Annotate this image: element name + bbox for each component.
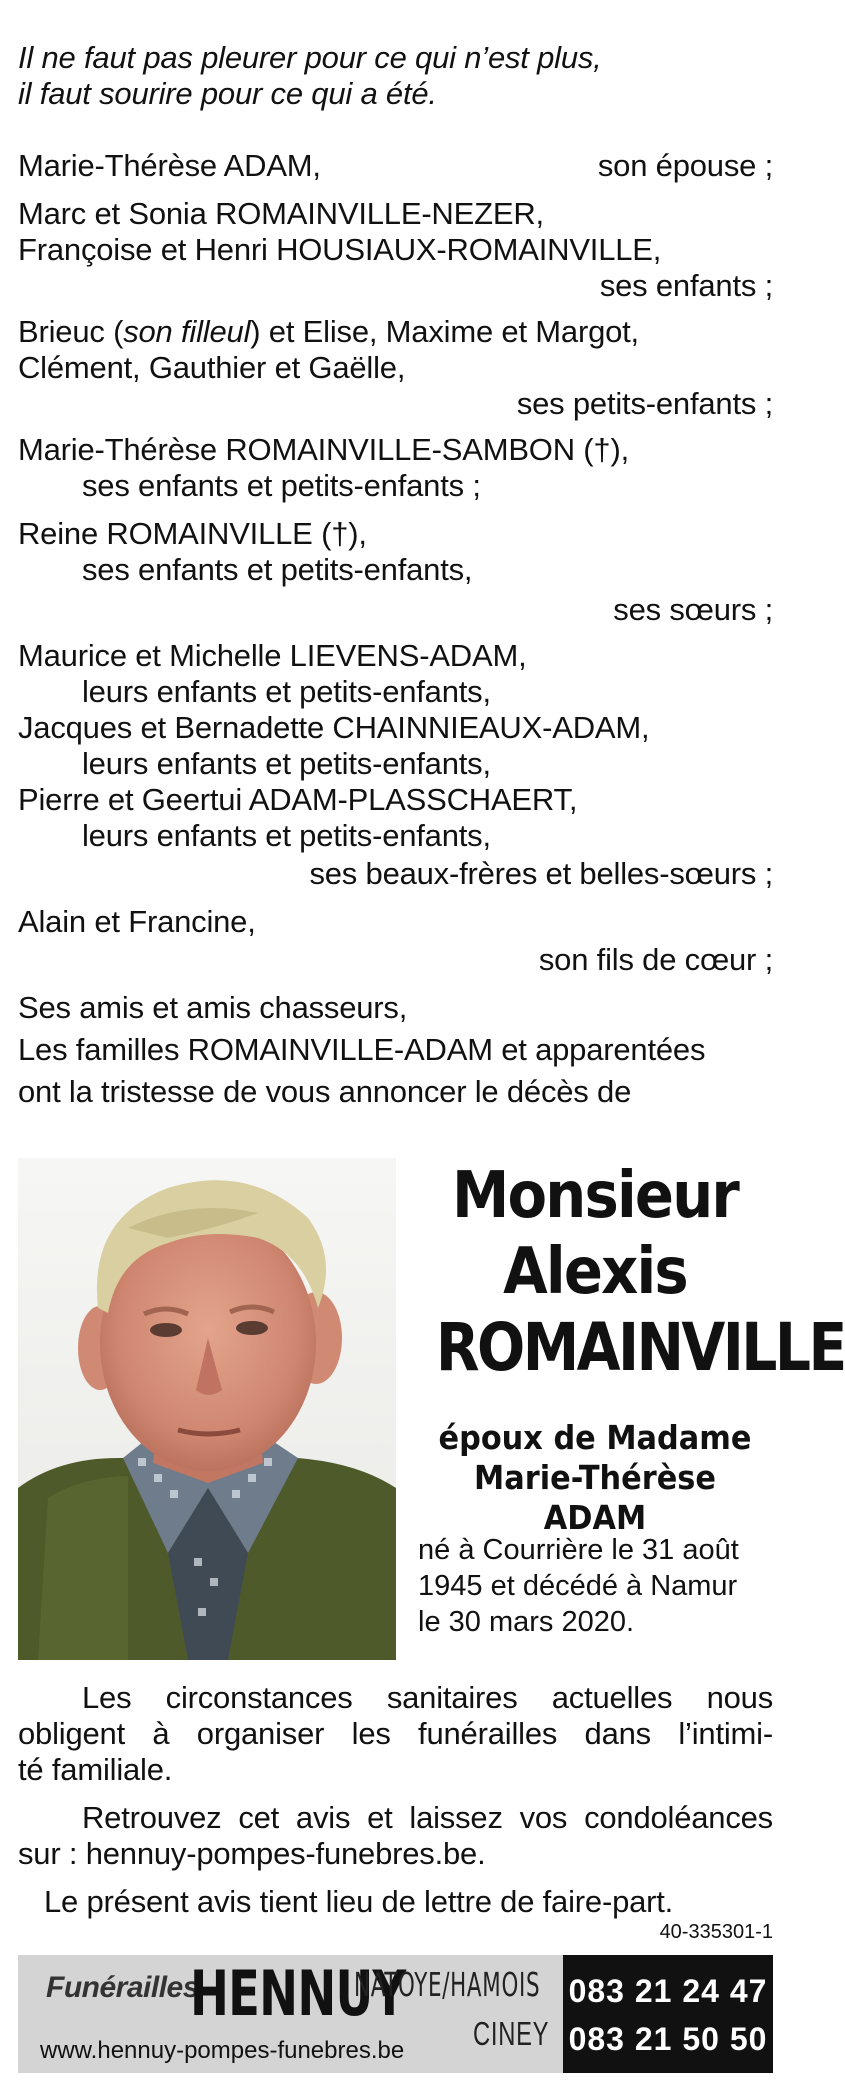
sister-2: Reine ROMAINVILLE (†), (18, 516, 367, 551)
locations-line-2: CINEY (473, 2015, 550, 2052)
sister-1-sub: ses enfants et petits-enfants ; (82, 468, 481, 503)
phone-1[interactable]: 083 21 24 47 (568, 1973, 768, 2009)
deceased-title: Monsieur (451, 1159, 739, 1233)
spouse-line-1: époux de Madame (438, 1418, 752, 1457)
grandchildren-text-c: ) et Elise, Maxime et Margot, (250, 314, 639, 349)
quote-line-2: il faut sourire pour ce qui a été. (18, 76, 437, 111)
inlaw-role: ses beaux-frères et belles-sœurs ; (309, 856, 773, 891)
funeral-home-banner (18, 1955, 773, 2073)
website-link[interactable]: www.hennuy-pompes-funebres.be (40, 2037, 405, 2064)
notice-p2-line-1: Retrouvez cet avis et laissez vos condoléances (82, 1800, 773, 1835)
grandchildren-role: ses petits-enfants ; (516, 386, 773, 421)
notice-p3: Le présent avis tient lieu de lettre de faire-part. (44, 1884, 674, 1919)
children-line-1: Marc et Sonia ROMAINVILLE-NEZER, (18, 196, 544, 231)
inlaw-2-sub: leurs enfants et petits-enfants, (82, 746, 491, 781)
children-line-2: Françoise et Henri HOUSIAUX-ROMAINVILLE, (18, 232, 662, 267)
grandchildren-line-2: Clément, Gauthier et Gaëlle, (18, 350, 406, 385)
notice-p1-line-1: Les circonstances sanitaires actuelles nous (82, 1680, 773, 1715)
sister-1: Marie-Thérèse ROMAINVILLE-SAMBON (†), (18, 432, 630, 467)
godson-note: son filleul (123, 314, 251, 349)
locations-line-1: NATOYE/HAMOIS (354, 1965, 541, 2004)
reference-number: 40-335301-1 (659, 1921, 773, 1943)
banner-phones (563, 1955, 773, 2073)
families-line: Les familles ROMAINVILLE-ADAM et apparentées (18, 1032, 706, 1067)
grandchildren-text-a: Brieuc ( (18, 314, 124, 349)
funerailles-label: Funérailles (46, 1971, 199, 2004)
inlaw-3: Pierre et Geertui ADAM-PLASSCHAERT, (18, 782, 578, 817)
spouse-name: Marie-Thérèse ADAM, (18, 148, 321, 183)
inlaw-1: Maurice et Michelle LIEVENS-ADAM, (18, 638, 527, 673)
sister-2-sub: ses enfants et petits-enfants, (82, 552, 473, 587)
birth-line-2: 1945 et décédé à Namur (418, 1570, 738, 1602)
deceased-first-name: Alexis (503, 1235, 687, 1309)
inlaw-3-sub: leurs enfants et petits-enfants, (82, 818, 491, 853)
grandchildren-line-1 (18, 314, 773, 350)
spouse-line-2: Marie-Thérèse ADAM (474, 1458, 716, 1537)
children-role: ses enfants ; (599, 268, 773, 303)
notice-p1-line-3: té familiale. (18, 1752, 173, 1787)
brand-logo: HENNUY (190, 1957, 406, 2030)
inlaw-2: Jacques et Bernadette CHAINNIEAUX-ADAM, (18, 710, 650, 745)
deceased-last-name: ROMAINVILLE (435, 1309, 845, 1386)
inlaw-1-sub: leurs enfants et petits-enfants, (82, 674, 491, 709)
deceased-name-block (410, 1158, 845, 1386)
quote-line-1: Il ne faut pas pleurer pour ce qui n’est plus, (18, 40, 602, 75)
phone-2[interactable]: 083 21 50 50 (568, 2021, 768, 2057)
birth-line-3: le 30 mars 2020. (418, 1606, 635, 1638)
banner-left (18, 1955, 563, 2073)
notice-p2-line-2: sur : hennuy-pompes-funebres.be. (18, 1836, 486, 1871)
portrait-illustration (18, 1158, 396, 1660)
spouse-role: son épouse ; (597, 148, 773, 183)
birth-line-1: né à Courrière le 31 août (418, 1534, 739, 1566)
announce-line: ont la tristesse de vous annoncer le décès de (18, 1074, 632, 1109)
heart-son-role: son fils de cœur ; (538, 942, 773, 977)
notice-p1-line-2: obligent à organiser les funérailles dans l’intimi- (18, 1716, 773, 1751)
heart-son: Alain et Francine, (18, 904, 256, 939)
friends-line: Ses amis et amis chasseurs, (18, 990, 408, 1025)
sisters-role: ses sœurs ; (613, 592, 773, 627)
deceased-photo (18, 1158, 396, 1660)
